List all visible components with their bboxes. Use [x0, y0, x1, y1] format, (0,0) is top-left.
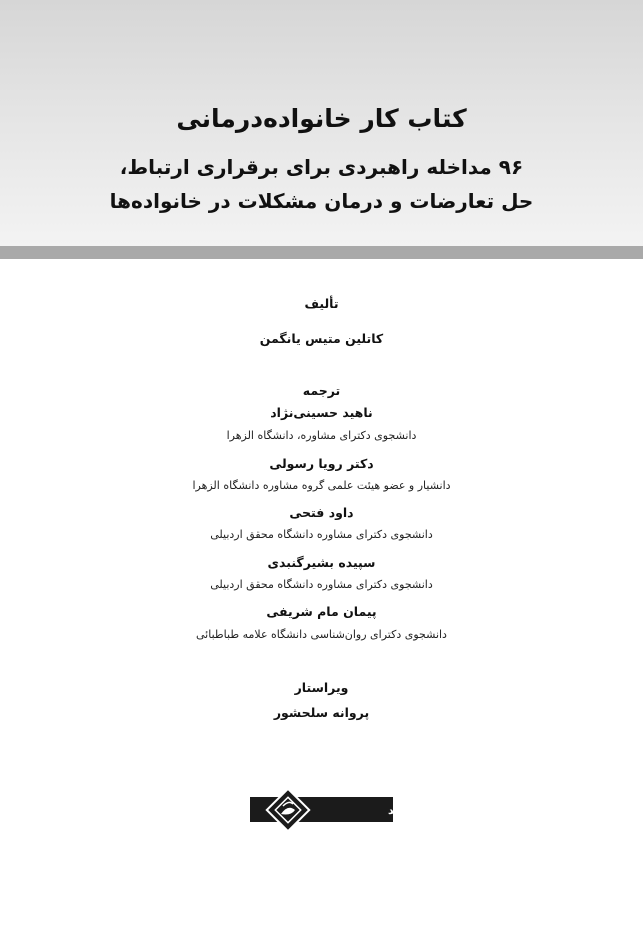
translator-name: سپیده بشیرگنبدی — [267, 555, 376, 570]
translator-name: پیمان مام شریفی — [266, 604, 377, 619]
translation-label: ترجمه — [302, 383, 341, 398]
translator-name: ناهید حسینی‌نژاد — [270, 405, 373, 420]
book-subtitle-line-2: حل تعارضات و درمان مشکلات در خانواده‌ها — [109, 189, 534, 213]
translator-affiliation: دانشجوی دکترای مشاوره، دانشگاه الزهرا — [226, 429, 417, 442]
section-divider — [0, 246, 643, 259]
book-title: کتاب کار خانواده‌درمانی — [176, 104, 467, 133]
translator-name: داود فتحی — [289, 505, 354, 520]
book-subtitle-line-1: ۹۶ مداخله راهبردی برای برقراری ارتباط، — [119, 155, 524, 179]
arjmand-logo-icon — [250, 784, 455, 836]
author-name: کاتلین متیس یانگمن — [259, 331, 384, 346]
editor-name: پروانه سلحشور — [273, 705, 370, 720]
translator-affiliation: دانشجوی دکترای مشاوره دانشگاه محقق اردبیلی — [210, 528, 433, 541]
authorship-label: تألیف — [304, 296, 339, 311]
editor-label: ویراستار — [294, 680, 349, 695]
translator-affiliation: دانشجوی دکترای روان‌شناسی دانشگاه علامه طباطبائی — [196, 628, 447, 641]
publisher-name: کتاب ارجمند — [388, 804, 455, 817]
publisher-logo — [250, 784, 455, 836]
translator-name: دکتر رویا رسولی — [269, 456, 374, 471]
translator-affiliation: دانشیار و عضو هیئت علمی گروه مشاوره دانشگاه الزهرا — [192, 479, 451, 492]
translator-affiliation: دانشجوی دکترای مشاوره دانشگاه محقق اردبیلی — [210, 578, 433, 591]
